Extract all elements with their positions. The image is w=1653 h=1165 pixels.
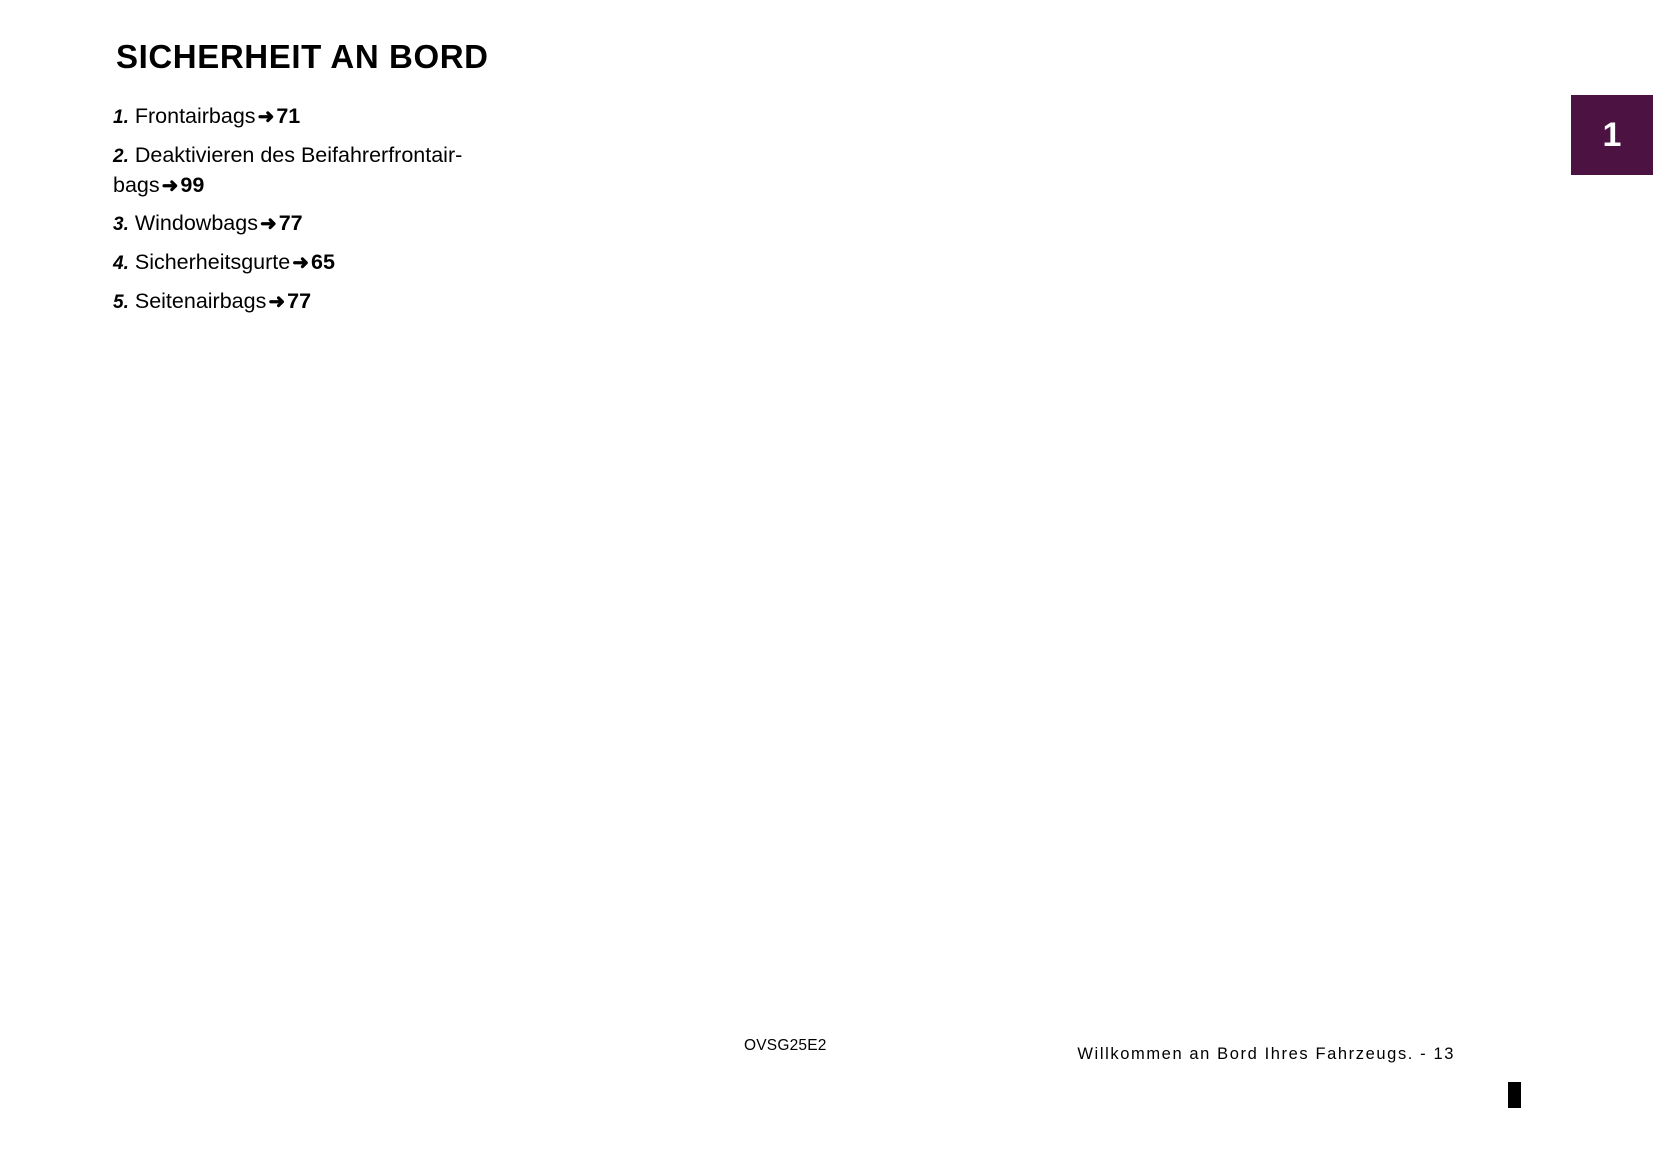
document-code: OVSG25E2 bbox=[744, 1037, 827, 1054]
list-item bbox=[113, 248, 543, 278]
chapter-tab: 1 bbox=[1571, 95, 1653, 175]
footer-section-label: Willkommen an Bord Ihres Fahrzeugs. - 13 bbox=[1077, 1045, 1455, 1063]
list-item-page: 99 bbox=[180, 173, 205, 197]
list-item-label: Windowbags bbox=[134, 211, 258, 235]
list-item bbox=[113, 209, 543, 239]
arrow-icon: ➜ bbox=[259, 213, 277, 235]
list-item-page: 65 bbox=[311, 250, 335, 274]
legend-list bbox=[113, 102, 543, 326]
footer-marker bbox=[1508, 1082, 1521, 1108]
list-item bbox=[113, 102, 543, 132]
list-item bbox=[113, 141, 543, 200]
list-item-number: 2. bbox=[113, 146, 129, 167]
list-item-label: Seitenairbags bbox=[134, 289, 267, 313]
list-item-number: 1. bbox=[113, 107, 129, 128]
list-item-number: 4. bbox=[113, 253, 129, 274]
list-item-number: 3. bbox=[113, 214, 129, 235]
arrow-icon: ➜ bbox=[257, 106, 275, 128]
list-item-label: Deaktivieren des Beifahrerfrontair-bags bbox=[113, 143, 463, 197]
arrow-icon: ➜ bbox=[292, 252, 309, 274]
list-item bbox=[113, 287, 543, 317]
list-item-label: Sicherheitsgurte bbox=[134, 250, 291, 274]
list-item-page: 77 bbox=[278, 211, 303, 235]
list-item-page: 71 bbox=[276, 104, 301, 128]
page-title: SICHERHEIT AN BORD bbox=[116, 38, 489, 75]
arrow-icon: ➜ bbox=[161, 175, 179, 197]
list-item-page: 77 bbox=[287, 289, 312, 313]
list-item-number: 5. bbox=[113, 292, 129, 313]
list-item-label: Frontairbags bbox=[134, 104, 256, 128]
arrow-icon: ➜ bbox=[268, 291, 286, 313]
